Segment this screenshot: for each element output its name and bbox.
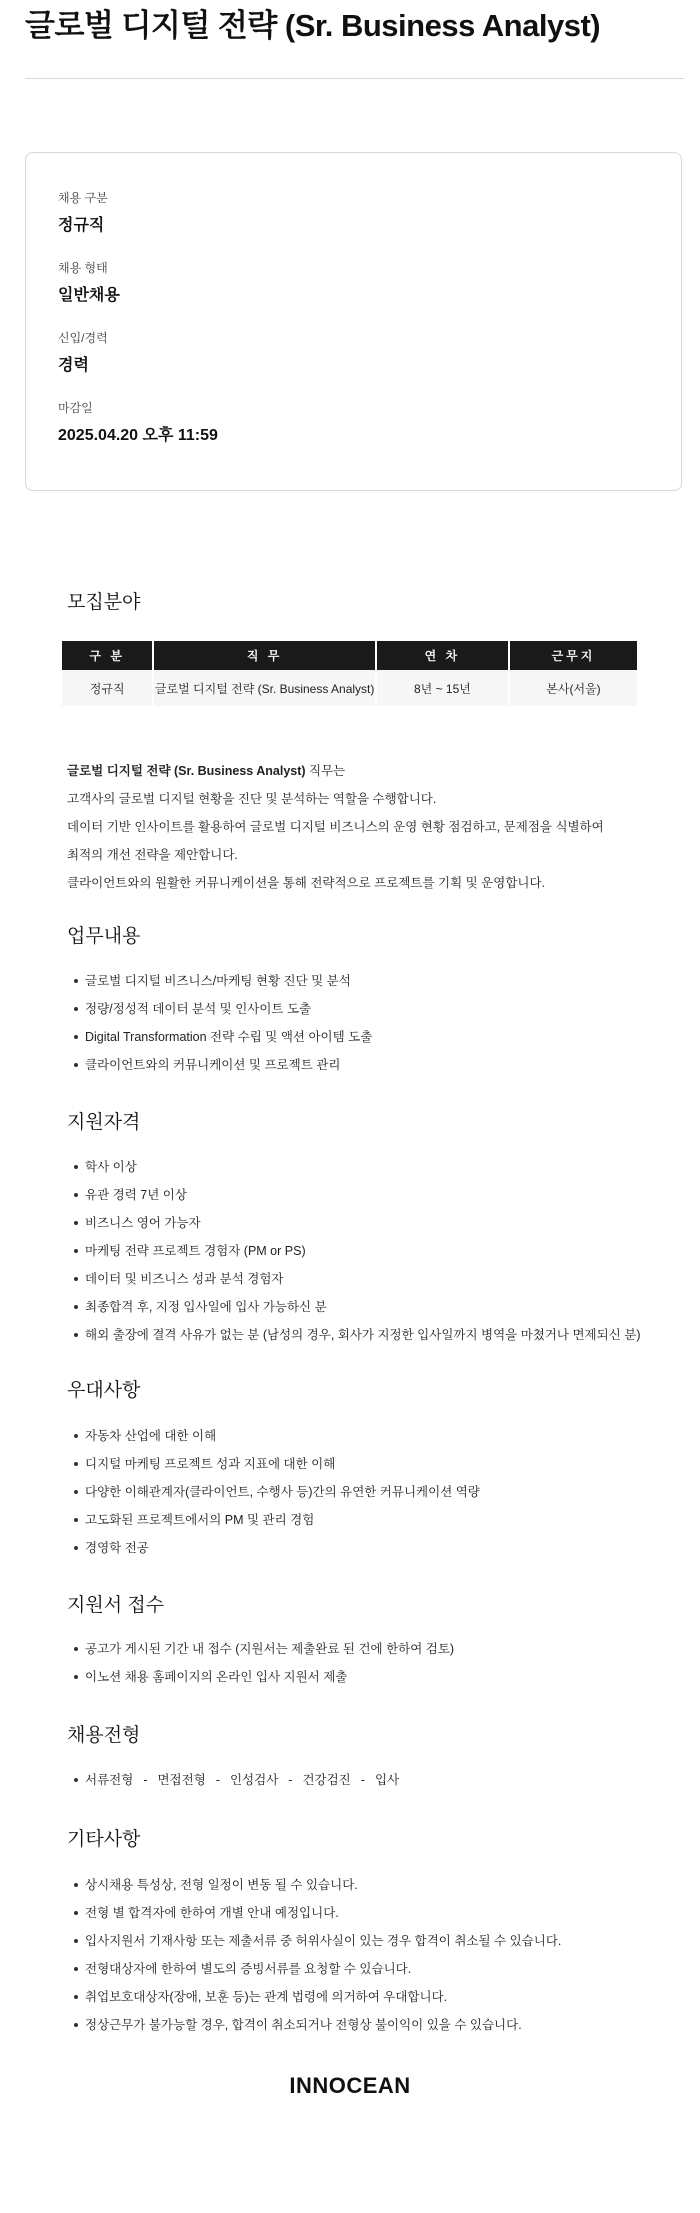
list-item: 전형 별 합격자에 한하여 개별 안내 예정입니다. [72,1899,672,1927]
list-item: 마케팅 전략 프로젝트 경험자 (PM or PS) [72,1237,672,1265]
list-item: 상시채용 특성상, 전형 일정이 변동 될 수 있습니다. [72,1871,672,1899]
preferred-list [72,1422,672,1562]
qualifications-list [72,1153,672,1349]
list-item: 학사 이상 [72,1153,672,1181]
intro-lead [67,757,647,785]
duties-heading: 업무내용 [67,926,141,947]
process-separator: - [360,1773,365,1787]
list-item: 유관 경력 7년 이상 [72,1181,672,1209]
summary-label: 채용 구분 [58,191,108,205]
list-item: 자동차 산업에 대한 이해 [72,1422,672,1450]
summary-career-level [58,330,108,377]
title-divider [25,78,684,79]
summary-label: 마감일 [58,401,93,415]
intro-line: 고객사의 글로벌 디지털 현황을 진단 및 분석하는 역할을 수행합니다. [67,792,437,806]
table-cell: 본사(서울) [510,670,637,706]
list-item: 최종합격 후, 지정 입사일에 입사 가능하신 분 [72,1293,672,1321]
list-item: 고도화된 프로젝트에서의 PM 및 관리 경험 [72,1506,672,1534]
intro-lead-suffix: 직무는 [305,764,346,778]
intro-line: 데이터 기반 인사이트를 활용하여 글로벌 디지털 비즈니스의 운영 현황 점검하고, 문제점을 식별하여 [67,820,604,834]
list-item: 글로벌 디지털 비즈니스/마케팅 현황 진단 및 분석 [72,967,672,995]
summary-employment-category [58,190,108,237]
summary-value: 일반채용 [58,287,120,304]
summary-deadline [58,400,218,447]
list-item: 전형대상자에 한하여 별도의 증빙서류를 요청할 수 있습니다. [72,1955,672,1983]
misc-heading: 기타사항 [67,1829,141,1850]
list-item: 이노션 채용 홈페이지의 온라인 입사 지원서 제출 [72,1663,672,1691]
table-header-cell: 구 분 [62,641,152,670]
summary-value: 2025.04.20 오후 11:59 [58,427,218,444]
process-step: 건강검진 [302,1773,351,1787]
list-item: 경영학 전공 [72,1534,672,1562]
table-cell: 8년 ~ 15년 [377,670,508,706]
list-item: 디지털 마케팅 프로젝트 성과 지표에 대한 이해 [72,1450,672,1478]
job-intro [67,757,647,897]
table-cell: 정규직 [62,670,152,706]
summary-value: 경력 [58,357,89,374]
table-header-cell: 직 무 [154,641,375,670]
list-item: 정량/정성적 데이터 분석 및 인사이트 도출 [72,995,672,1023]
process-heading: 채용전형 [67,1725,141,1746]
table-cell: 글로벌 디지털 전략 (Sr. Business Analyst) [154,670,375,706]
recruit-table [60,641,639,706]
summary-label: 채용 형태 [58,261,108,275]
list-item: 해외 출장에 결격 사유가 없는 분 (남성의 경우, 회사가 지정한 입사일까지 병역을 마쳤거나 면제되신 분) [72,1321,672,1349]
qualifications-heading: 지원자격 [67,1112,141,1133]
preferred-heading: 우대사항 [67,1380,141,1401]
table-header-row [62,641,637,670]
duties-list [72,967,672,1079]
page-title: 글로벌 디지털 전략 (Sr. Business Analyst) [25,8,601,43]
recruit-heading: 모집분야 [67,592,141,613]
table-header-cell: 근무지 [510,641,637,670]
list-item: 취업보호대상자(장애, 보훈 등)는 관계 법령에 의거하여 우대합니다. [72,1983,672,2011]
table-header-cell: 연 차 [377,641,508,670]
process-step: 서류전형 [85,1773,134,1787]
summary-value: 정규직 [58,217,105,234]
list-item: 데이터 및 비즈니스 성과 분석 경험자 [72,1265,672,1293]
process-list [72,1766,672,1794]
process-separator: - [143,1773,148,1787]
summary-employment-type [58,260,120,307]
process-separator: - [288,1773,293,1787]
intro-lead-bold: 글로벌 디지털 전략 (Sr. Business Analyst) [67,764,306,778]
table-row [62,670,637,706]
list-item: Digital Transformation 전략 수립 및 액션 아이템 도출 [72,1023,672,1051]
intro-line: 클라이언트와의 원활한 커뮤니케이션을 통해 전략적으로 프로젝트를 기획 및 운영합니다. [67,876,546,890]
list-item: 공고가 게시된 기간 내 접수 (지원서는 제출완료 된 건에 한하여 검토) [72,1635,672,1663]
list-item: 클라이언트와의 커뮤니케이션 및 프로젝트 관리 [72,1051,672,1079]
process-steps [72,1766,672,1794]
list-item: 정상근무가 불가능할 경우, 합격이 취소되거나 전형상 불이익이 있을 수 있습니다. [72,2011,672,2039]
summary-label: 신입/경력 [58,331,108,345]
application-heading: 지원서 접수 [67,1595,165,1616]
list-item: 비즈니스 영어 가능자 [72,1209,672,1237]
process-step: 면접전형 [157,1773,206,1787]
misc-list [72,1871,672,2039]
intro-line: 최적의 개선 전략을 제안합니다. [67,848,238,862]
list-item: 다양한 이해관계자(클라이언트, 수행사 등)간의 유연한 커뮤니케이션 역량 [72,1478,672,1506]
process-step: 입사 [374,1773,400,1787]
process-separator: - [215,1773,220,1787]
application-list [72,1635,672,1691]
innocean-logo: INNOCEAN [289,2073,411,2098]
process-step: 인성검사 [229,1773,279,1787]
list-item: 입사지원서 기재사항 또는 제출서류 중 허위사실이 있는 경우 합격이 취소될 수 있습니다. [72,1927,672,1955]
summary-card [25,152,682,491]
